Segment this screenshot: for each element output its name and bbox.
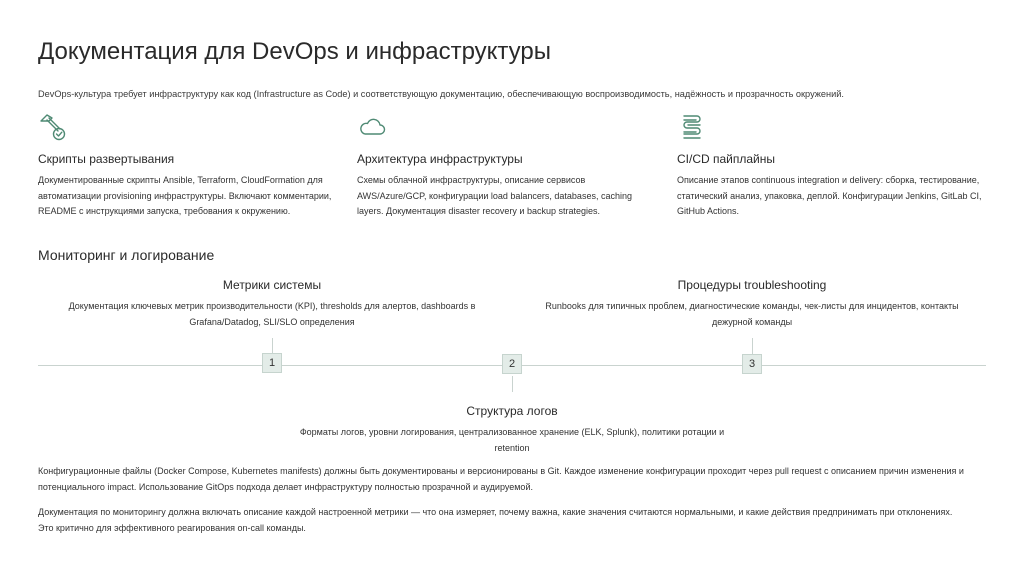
hammer-check-icon [38,112,68,142]
timeline-tick-2 [512,376,513,392]
step-2-badge: 2 [502,354,522,374]
step-1-badge: 1 [262,353,282,373]
section-title-monitoring: Мониторинг и логирование [38,247,215,263]
timeline-tick-3 [752,338,753,354]
page-title: Документация для DevOps и инфраструктуры [38,38,551,65]
step-1-title: Метрики системы [222,278,322,292]
step-2-title: Структура логов [466,404,558,418]
cloud-icon [357,112,387,142]
paragraph-config-files: Конфигурационные файлы (Docker Compose, Kubernetes manifests) должны быть документированы и версионированы в Git. Каждое изменение конфигурации проходит через pull request с описанием причин изменения и потенциального impact. Использование GitOps подхода делает инфраструктуру полностью прозрачной и аудируемой. [38,466,964,492]
card-title-cicd: CI/CD пайплайны [677,152,776,166]
card-title-architecture: Архитектура инфраструктуры [357,152,523,166]
step-3-badge: 3 [742,354,762,374]
step-1-text: Документация ключевых метрик производительности (KPI), thresholds для алертов, dashboards в Grafana/Datadog, SLI/SLO определения [68,301,476,327]
timeline-tick-1 [272,338,273,354]
step-3-title: Процедуры troubleshooting [677,278,827,292]
card-text-architecture: Схемы облачной инфраструктуры, описание сервисов AWS/Azure/GCP, конфигурации load balancers, databases, caching layers. Документация disaster recovery и backup strategies. [357,175,632,216]
step-2-text: Форматы логов, уровни логирования, централизованное хранение (ELK, Splunk), политики ротации и retention [299,427,725,453]
step-3-text: Runbooks для типичных проблем, диагностические команды, чек-листы для инцидентов, контакты дежурной команды [545,301,959,327]
pipeline-icon [677,112,707,142]
card-text-deploy-scripts: Документированные скрипты Ansible, Terraform, CloudFormation для автоматизации provisioning инфраструктуры. Включают комментарии, README с инструкциями запуска, требования к окружению. [38,175,332,216]
card-title-deploy-scripts: Скрипты развертывания [38,152,175,166]
paragraph-monitoring-docs: Документация по мониторингу должна включать описание каждой настроенной метрики — что она измеряет, почему важна, какие значения считаются нормальными, и какие действия предпринимать при отклонениях. Это критично для эффективного реагирования on-call команды. [38,507,953,533]
card-text-cicd: Описание этапов continuous integration и delivery: сборка, тестирование, статический анализ, упаковка, деплой. Конфигурации Jenkins, GitLab CI, GitHub Actions. [677,175,982,216]
intro-text: DevOps-культура требует инфраструктуру как код (Infrastructure as Code) и соответствующую документацию, обеспечивающую воспроизводимость, надёжность и прозрачность окружений. [38,89,844,99]
